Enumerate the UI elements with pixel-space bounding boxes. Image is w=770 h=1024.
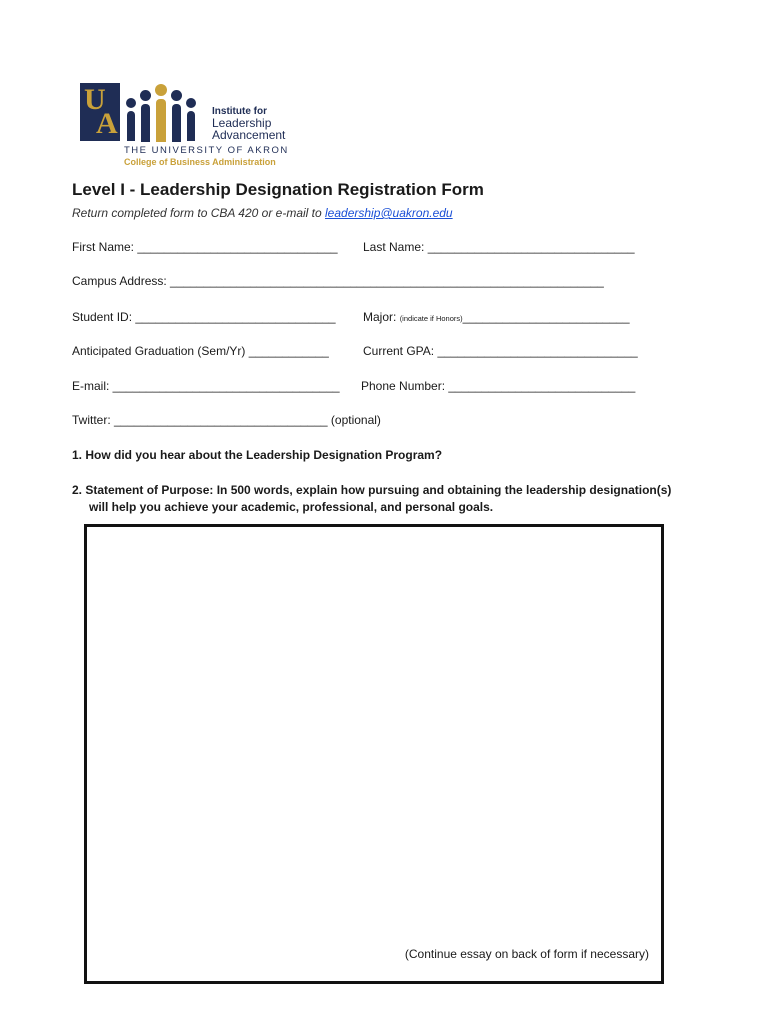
major-line: _________________________ xyxy=(462,310,630,324)
first-name-field[interactable]: First Name: ______________________________ xyxy=(72,240,338,254)
question-2-line-1: 2. Statement of Purpose: In 500 words, explain how pursuing and obtaining the leadership designation(s) xyxy=(72,483,672,497)
email-link[interactable]: leadership@uakron.edu xyxy=(325,206,453,220)
ua-letter-u: U xyxy=(84,83,106,116)
last-name-field[interactable]: Last Name: _______________________________ xyxy=(363,240,635,254)
student-id-field[interactable]: Student ID: ______________________________ xyxy=(72,310,336,324)
major-label: Major: xyxy=(363,310,400,324)
ua-monogram xyxy=(80,83,120,141)
twitter-field[interactable]: Twitter: ________________________________ (optional) xyxy=(72,413,381,427)
logo-university-text: THE UNIVERSITY OF AKRON xyxy=(124,145,289,156)
form-instructions xyxy=(72,206,453,220)
question-2-line-2: will help you achieve your academic, professional, and personal goals. xyxy=(89,500,494,514)
major-field[interactable] xyxy=(363,310,630,324)
question-1: 1. How did you hear about the Leadership Designation Program? xyxy=(72,448,443,462)
ua-letter-a: A xyxy=(96,107,118,140)
graduation-field[interactable]: Anticipated Graduation (Sem/Yr) ____________ xyxy=(72,344,329,358)
major-honors-note: (indicate if Honors) xyxy=(399,314,463,323)
essay-box[interactable] xyxy=(84,524,664,984)
logo-advancement-text: Advancement xyxy=(212,128,286,142)
logo-college-text: College of Business Administration xyxy=(124,157,276,167)
phone-field[interactable]: Phone Number: ____________________________ xyxy=(361,379,636,393)
logo-institute-text: Institute for xyxy=(212,106,267,117)
gpa-field[interactable]: Current GPA: ______________________________ xyxy=(363,344,638,358)
campus-address-field[interactable]: Campus Address: _________________________________________________________________ xyxy=(72,274,604,288)
form-title: Level I - Leadership Designation Registration Form xyxy=(72,180,484,199)
logo-leadership-text: Leadership xyxy=(212,116,272,130)
continue-note: (Continue essay on back of form if necessary) xyxy=(404,947,649,961)
email-field[interactable]: E-mail: __________________________________ xyxy=(72,379,340,393)
institute-logo xyxy=(80,80,310,170)
instructions-text: Return completed form to CBA 420 or e-mail to xyxy=(72,206,325,220)
